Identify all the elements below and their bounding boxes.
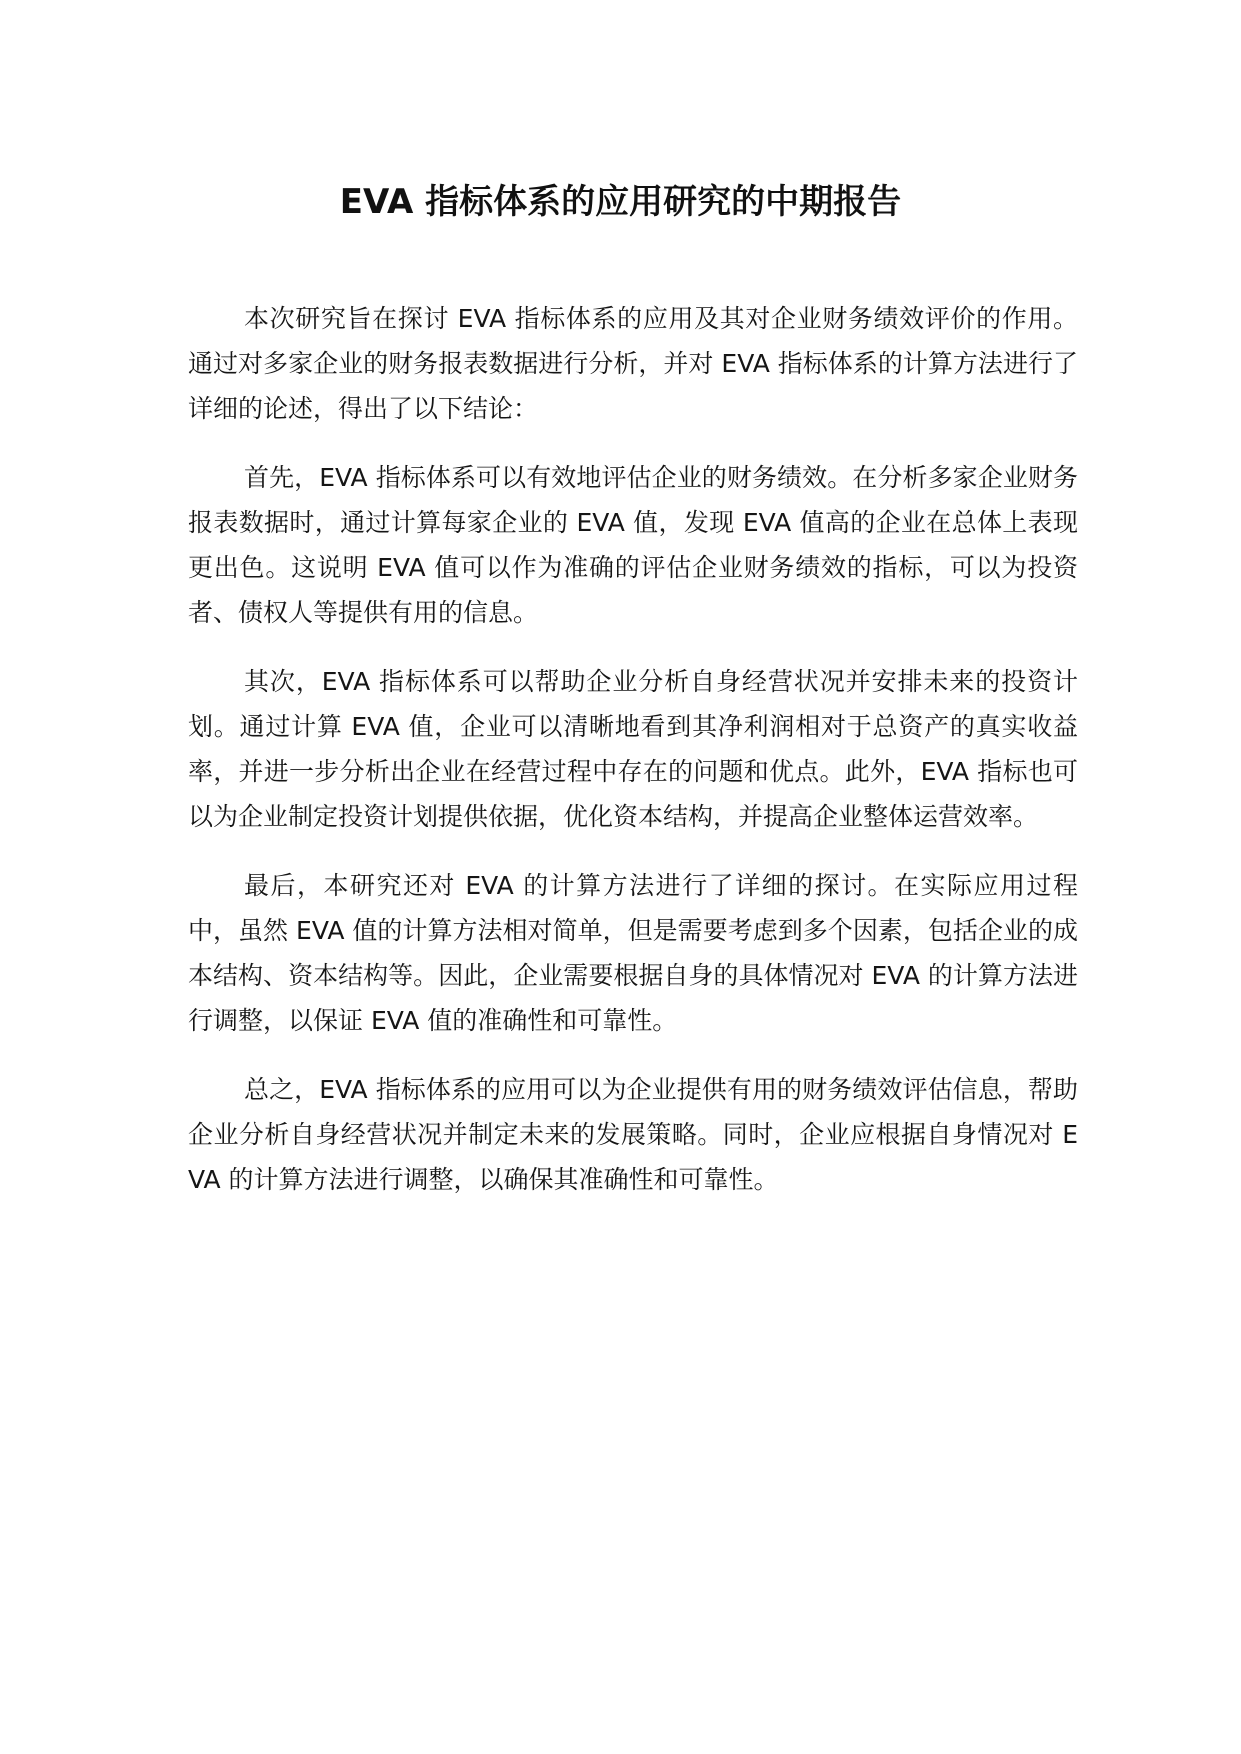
document-title: EVA 指标体系的应用研究的中期报告 <box>339 182 902 222</box>
paragraph-conclusion: 总之，EVA 指标体系的应用可以为企业提供有用的财务绩效评估信息，帮助企业分析自身经营状况并制定未来的发展策略。同时，企业应根据自身情况对 EVA 的计算方法进行调整，以确保其准确性和可靠性。 <box>188 1075 1078 1194</box>
document-body <box>188 296 1078 1226</box>
paragraph-third-finding: 最后，本研究还对 EVA 的计算方法进行了详细的探讨。在实际应用过程中，虽然 EVA 值的计算方法相对简单，但是需要考虑到多个因素，包括企业的成本结构、资本结构等。因此，企业需要根据自身的具体情况对 EVA 的计算方法进行调整，以保证 EVA 值的准确性和可靠性。 <box>188 871 1078 1035</box>
paragraph-first-finding: 首先，EVA 指标体系可以有效地评估企业的财务绩效。在分析多家企业财务报表数据时，通过计算每家企业的 EVA 值，发现 EVA 值高的企业在总体上表现更出色。这说明 EVA 值可以作为准确的评估企业财务绩效的指标，可以为投资者、债权人等提供有用的信息。 <box>188 463 1078 627</box>
paragraph-second-finding: 其次，EVA 指标体系可以帮助企业分析自身经营状况并安排未来的投资计划。通过计算 EVA 值，企业可以清晰地看到其净利润相对于总资产的真实收益率，并进一步分析出企业在经营过程中存在的问题和优点。此外，EVA 指标也可以为企业制定投资计划提供依据，优化资本结构，并提高企业整体运营效率。 <box>188 667 1078 831</box>
paragraph-intro: 本次研究旨在探讨 EVA 指标体系的应用及其对企业财务绩效评价的作用。通过对多家企业的财务报表数据进行分析，并对 EVA 指标体系的计算方法进行了详细的论述，得出了以下结论： <box>188 304 1078 423</box>
